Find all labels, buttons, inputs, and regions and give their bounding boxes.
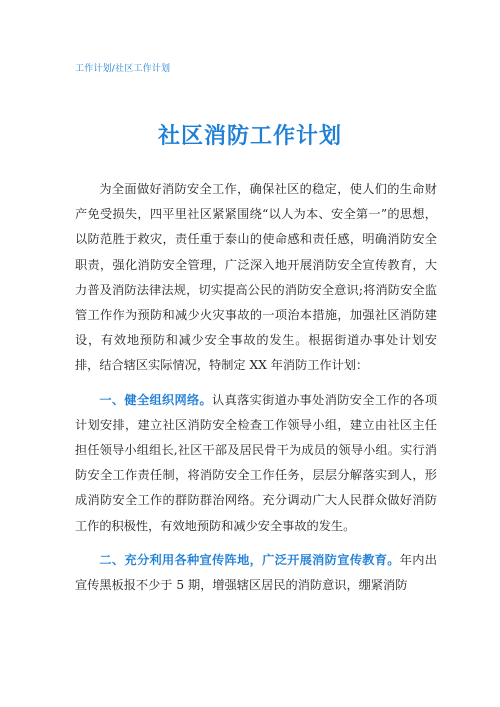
- section-heading-1: 一、健全组织网络。: [99, 392, 213, 407]
- section-paragraph-1: [75, 388, 437, 539]
- section-text-1: 认真落实街道办事处消防安全工作的各项计划安排，建立社区消防安全检查工作领导小组，建立由社区主任担任领导小组组长,社区干部及居民骨干为成员的领导小组。实行消防安全工作责任制，将消防安全工作任务，层层分解落实到人，形成消防安全工作的群防群治网络。充分调动广大人民群众做好消防工作的积极性，有效地预防和减少安全事故的发生。: [75, 392, 438, 533]
- section-heading-2: 二、充分利用各种宣传阵地，广泛开展消防宣传教育。: [99, 552, 400, 567]
- intro-paragraph: 为全面做好消防安全工作，确保社区的稳定，使人们的生命财产免受损失，四平里社区紧紧围绕“以人为本、安全第一”的思想，以防范胜于救灾，责任重于泰山的使命感和责任感，明确消防安全职责，强化消防安全管理，广泛深入地开展消防安全宣传教育，大力普及消防法律法规，切实提高公民的消防安全意识;将消防安全监管工作作为预防和减少火灾事故的一项治本措施，加强社区消防建设，有效地预防和减少安全事故的发生。根据街道办事处计划安排，结合辖区实际情况，特制定 XX 年消防工作计划：: [75, 182, 437, 373]
- section-paragraph-2: [75, 548, 437, 598]
- section-text-2: 年内出宣传黑板报不少于 5 期，增强辖区居民的消防意识，绷紧消防: [75, 552, 438, 593]
- document-body: [75, 177, 437, 598]
- breadcrumb[interactable]: 工作计划/社区工作计划: [75, 64, 171, 74]
- page-title: 社区消防工作计划: [157, 124, 342, 149]
